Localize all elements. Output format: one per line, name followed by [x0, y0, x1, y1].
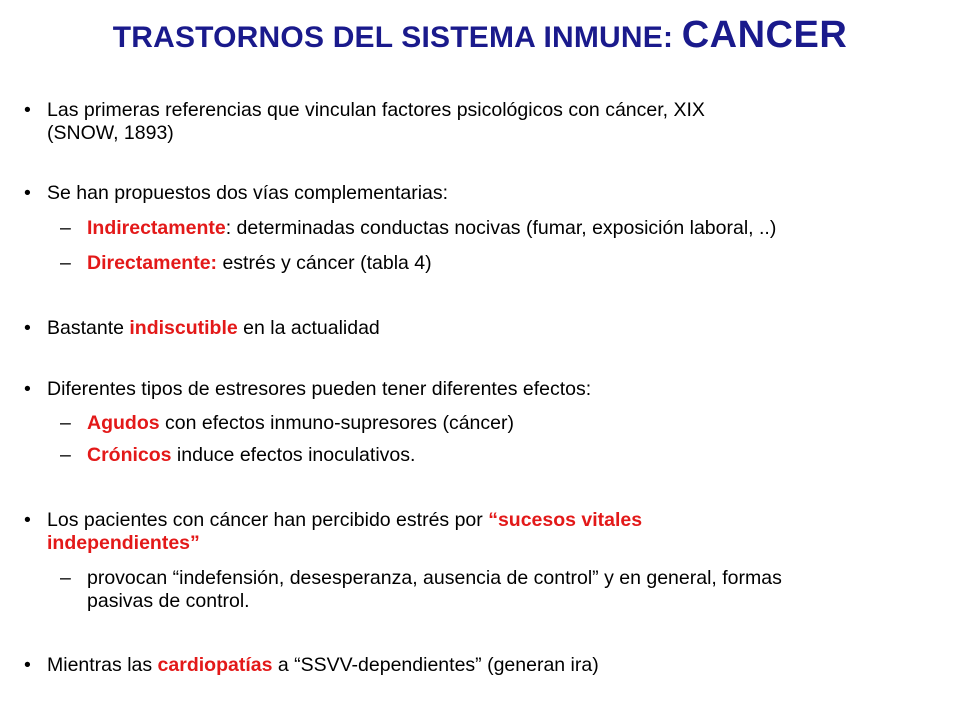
- dash-icon: –: [60, 567, 71, 589]
- bullet-2-sub-1: [87, 217, 776, 240]
- dash-icon: –: [60, 444, 71, 466]
- bullet-6-text: [47, 654, 599, 677]
- bullet-3-emphasis: indiscutible: [129, 317, 238, 339]
- sub-agudos-emphasis: Agudos: [87, 412, 160, 434]
- bullet-5-emphasis-1: “sucesos vitales: [488, 509, 643, 531]
- bullet-3-post: en la actualidad: [237, 317, 380, 339]
- bullet-5-sub-line-2: pasivas de control.: [87, 590, 250, 612]
- dash-icon: –: [60, 412, 71, 434]
- dash-icon: –: [60, 217, 71, 239]
- bullet-3-pre: Bastante: [47, 317, 130, 339]
- bullet-6-emphasis: cardiopatías: [157, 654, 273, 676]
- bullet-icon: •: [24, 509, 31, 531]
- sub-cronicos-emphasis: Crónicos: [87, 444, 172, 466]
- bullet-6-post: a “SSVV-dependientes” (generan ira): [272, 654, 599, 676]
- bullet-icon: •: [24, 654, 31, 676]
- slide-title-main: TRASTORNOS DEL SISTEMA INMUNE:: [112, 21, 682, 54]
- bullet-5-emphasis-2: independientes”: [47, 532, 200, 554]
- sub-1-emphasis: Indirectamente: [87, 217, 226, 239]
- sub-2-emphasis: Directamente:: [87, 252, 218, 274]
- bullet-5-line-1: [47, 509, 642, 532]
- bullet-4-sub-1: [87, 412, 514, 435]
- slide-title: [0, 14, 960, 57]
- bullet-icon: •: [24, 99, 31, 121]
- bullet-1-line-2: (SNOW, 1893): [47, 122, 174, 144]
- bullet-4-sub-2: [87, 444, 415, 467]
- sub-2-rest: estrés y cáncer (tabla 4): [217, 252, 432, 274]
- bullet-1-line-1: Las primeras referencias que vinculan factores psicológicos con cáncer, XIX: [47, 99, 705, 121]
- bullet-5-pre: Los pacientes con cáncer han percibido estrés por: [47, 509, 489, 531]
- sub-1-rest: : determinadas conductas nocivas (fumar, exposición laboral, ..): [225, 217, 777, 239]
- bullet-5-sub-line-1: provocan “indefensión, desesperanza, ausencia de control” y en general, formas: [87, 567, 782, 589]
- dash-icon: –: [60, 252, 71, 274]
- bullet-icon: •: [24, 317, 31, 339]
- sub-agudos-rest: con efectos inmuno-supresores (cáncer): [159, 412, 514, 434]
- bullet-3-text: [47, 317, 380, 340]
- bullet-5-line-2: [47, 532, 200, 555]
- bullet-4-text: Diferentes tipos de estresores pueden tener diferentes efectos:: [47, 378, 592, 400]
- bullet-icon: •: [24, 378, 31, 400]
- slide-title-accent: CANCER: [681, 14, 848, 56]
- bullet-icon: •: [24, 182, 31, 204]
- bullet-2-text: Se han propuestos dos vías complementarias:: [47, 182, 449, 204]
- bullet-6-pre: Mientras las: [47, 654, 158, 676]
- sub-cronicos-rest: induce efectos inoculativos.: [171, 444, 416, 466]
- bullet-2-sub-2: [87, 252, 432, 275]
